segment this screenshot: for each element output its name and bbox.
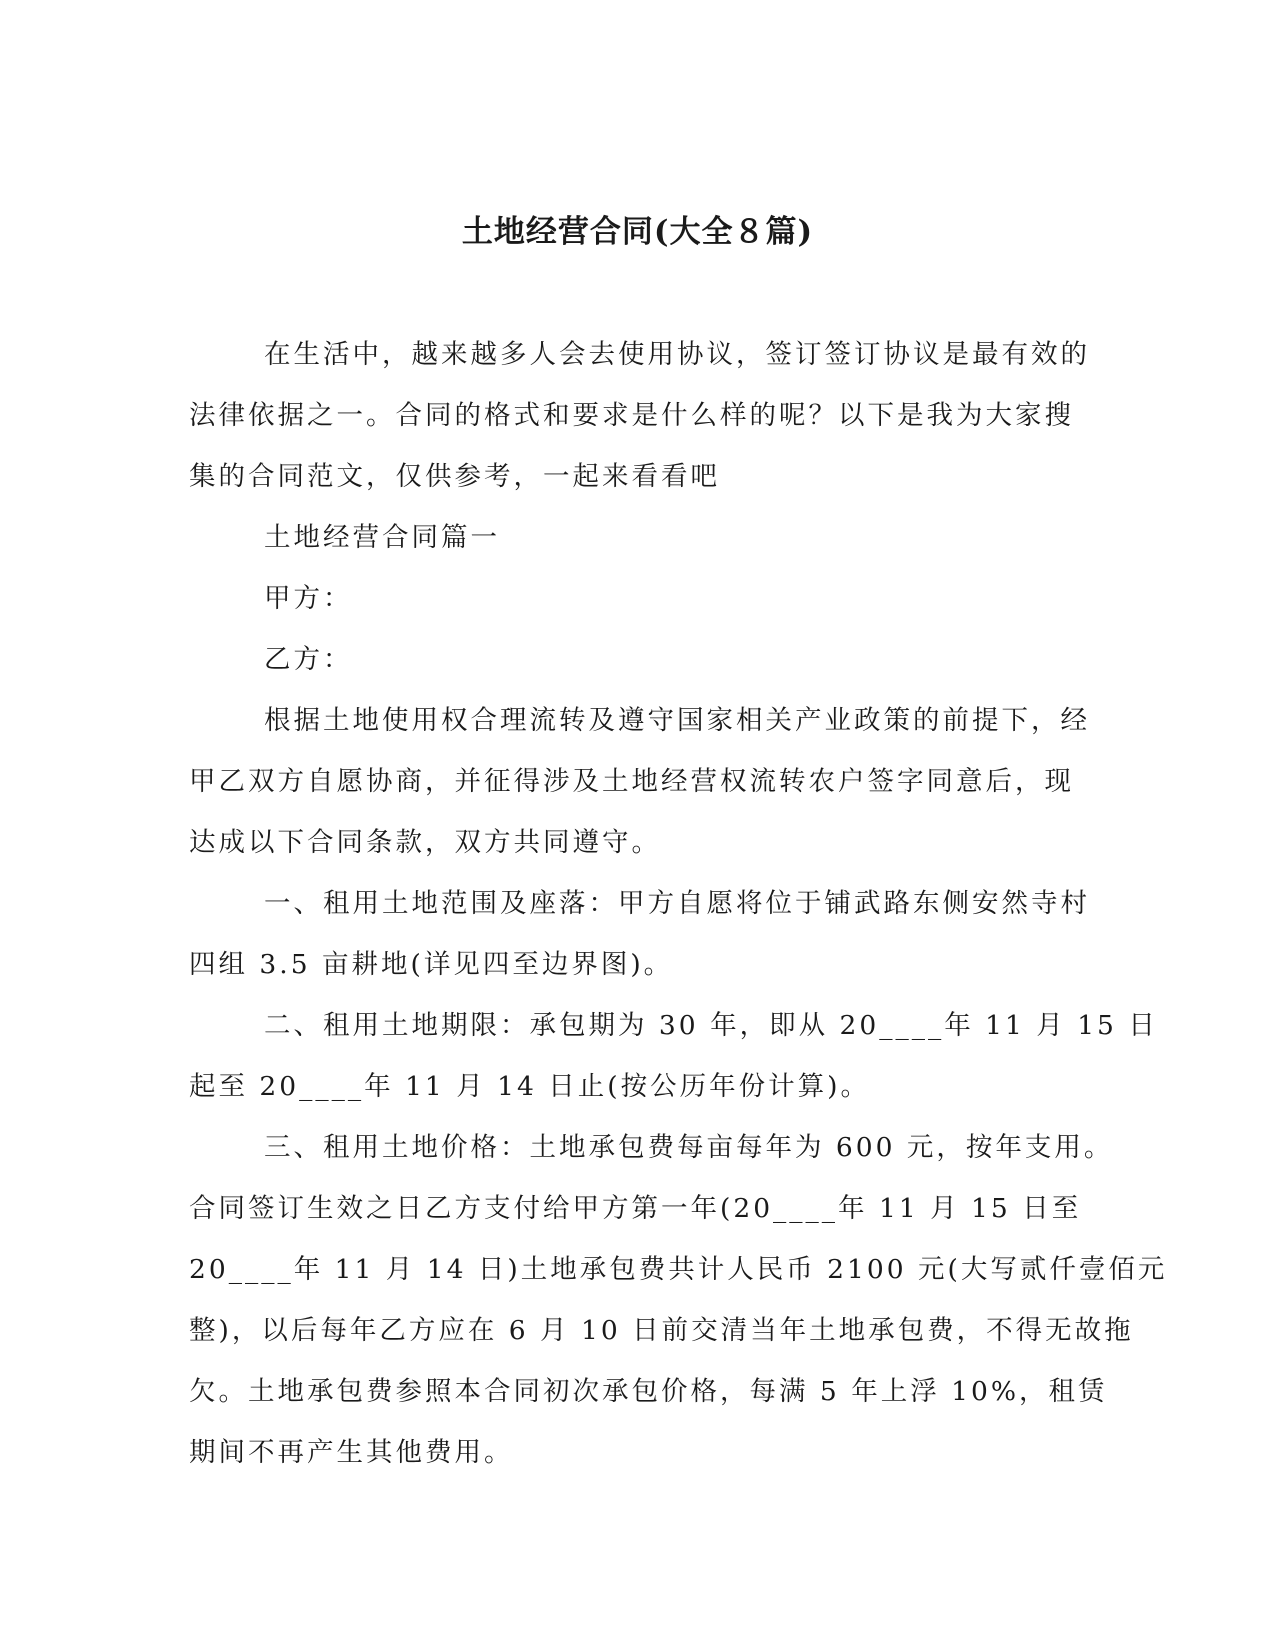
text-line: 根据土地使用权合理流转及遵守国家相关产业政策的前提下，经 <box>264 705 1090 736</box>
text-line: 法律依据之一。合同的格式和要求是什么样的呢？以下是我为大家搜 <box>189 400 1074 431</box>
clause-line: 四组 3.5 亩耕地(详见四至边界图)。 <box>189 949 674 980</box>
clause-line: 期间不再产生其他费用。 <box>189 1437 514 1468</box>
clause-line: 欠。土地承包费参照本合同初次承包价格，每满 5 年上浮 10%，租赁 <box>189 1376 1108 1407</box>
text-line: 甲乙双方自愿协商，并征得涉及土地经营权流转农户签字同意后，现 <box>189 766 1074 797</box>
document-title: 土地经营合同(大全８篇) <box>461 214 814 250</box>
clause-line: 二、租用土地期限：承包期为 30 年，即从 20____年 11 月 15 日 <box>264 1010 1158 1041</box>
section-heading: 土地经营合同篇一 <box>264 522 500 553</box>
text-line: 达成以下合同条款，双方共同遵守。 <box>189 827 661 858</box>
text-line: 在生活中，越来越多人会去使用协议，签订签订协议是最有效的 <box>264 339 1090 370</box>
clause-line: 三、租用土地价格：土地承包费每亩每年为 600 元，按年支用。 <box>264 1132 1114 1163</box>
clause-line: 合同签订生效之日乙方支付给甲方第一年(20____年 11 月 15 日至 <box>189 1193 1082 1224</box>
document-body <box>189 324 1168 1483</box>
clause-line: 起至 20____年 11 月 14 日止(按公历年份计算)。 <box>189 1071 870 1102</box>
party-a-label: 甲方： <box>264 583 353 614</box>
clause-line: 一、租用土地范围及座落：甲方自愿将位于铺武路东侧安然寺村 <box>264 888 1090 919</box>
clause-line: 20____年 11 月 14 日)土地承包费共计人民币 2100 元(大写贰仟壹佰元 <box>189 1254 1168 1285</box>
party-b-label: 乙方： <box>264 644 353 675</box>
clause-line: 整)，以后每年乙方应在 6 月 10 日前交清当年土地承包费，不得无故拖 <box>189 1315 1134 1346</box>
text-line: 集的合同范文，仅供参考，一起来看看吧 <box>189 461 720 492</box>
